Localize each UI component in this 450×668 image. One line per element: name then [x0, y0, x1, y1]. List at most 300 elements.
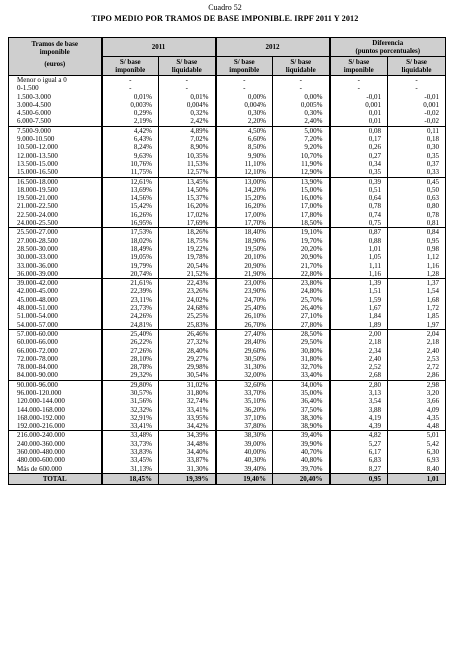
- cell-tramo: 360.000-480.000: [9, 448, 102, 456]
- cell-imp-2012: 2,20%: [216, 117, 273, 126]
- cell-imp-2012: 6,60%: [216, 135, 273, 143]
- cell-diff-imp: 0,26: [330, 143, 388, 151]
- tramos-header-line1: Tramos de base: [31, 40, 79, 48]
- cell-liq-2012: 20,20%: [273, 245, 330, 253]
- table-row: [9, 101, 446, 109]
- cell-imp-2011: 33,45%: [102, 456, 159, 464]
- cell-imp-2012: 20,10%: [216, 253, 273, 261]
- cell-tramo: TOTAL: [9, 473, 102, 484]
- cell-diff-imp: 2,40: [330, 355, 388, 363]
- table-row: [9, 262, 446, 270]
- cell-tramo: 16.500-18.000: [9, 177, 102, 186]
- cell-liq-2012: 32,70%: [273, 363, 330, 371]
- cell-liq-2012: 12,90%: [273, 168, 330, 177]
- cell-imp-2011: 8,24%: [102, 143, 159, 151]
- cell-liq-2011: 17,69%: [159, 219, 216, 228]
- cell-liq-2012: 18,50%: [273, 219, 330, 228]
- cell-diff-liq: 0,18: [388, 135, 446, 143]
- cell-diff-imp: 0,88: [330, 237, 388, 245]
- cell-diff-liq: 1,37: [388, 279, 446, 288]
- cell-liq-2011: 25,25%: [159, 312, 216, 320]
- cell-imp-2012: 8,50%: [216, 143, 273, 151]
- cell-imp-2012: 0,30%: [216, 109, 273, 117]
- cell-imp-2011: 23,11%: [102, 296, 159, 304]
- cell-diff-imp: -: [330, 76, 388, 85]
- cell-diff-liq: 0,81: [388, 219, 446, 228]
- table-row: [9, 253, 446, 261]
- cell-tramo: 96.000-120.000: [9, 389, 102, 397]
- table-row: [9, 329, 446, 338]
- cell-diff-liq: -: [388, 84, 446, 92]
- cell-liq-2012: 38,30%: [273, 414, 330, 422]
- cell-imp-2012: 15,20%: [216, 194, 273, 202]
- cell-imp-2011: 29,32%: [102, 371, 159, 380]
- cell-liq-2011: 18,75%: [159, 237, 216, 245]
- cell-imp-2011: 16,95%: [102, 219, 159, 228]
- cell-diff-liq: 2,72: [388, 363, 446, 371]
- table-row: [9, 406, 446, 414]
- cell-tramo: 66.000-72.000: [9, 347, 102, 355]
- cell-diff-imp: 0,64: [330, 194, 388, 202]
- cell-liq-2012: 39,70%: [273, 465, 330, 474]
- cell-imp-2012: 17,00%: [216, 211, 273, 219]
- cell-liq-2012: 24,80%: [273, 287, 330, 295]
- cell-tramo: Menor o igual a 0: [9, 76, 102, 85]
- cell-diff-liq: 1,12: [388, 253, 446, 261]
- cell-tramo: 18.000-19.500: [9, 186, 102, 194]
- cell-liq-2012: 27,80%: [273, 321, 330, 330]
- cell-liq-2011: 22,43%: [159, 279, 216, 288]
- cell-liq-2012: 30,80%: [273, 347, 330, 355]
- cell-liq-2011: 19,39%: [159, 473, 216, 484]
- table-row: [9, 228, 446, 237]
- cell-liq-2011: 31,30%: [159, 465, 216, 474]
- cell-liq-2011: 13,45%: [159, 177, 216, 186]
- table-row: [9, 93, 446, 101]
- cell-imp-2011: 10,76%: [102, 160, 159, 168]
- cell-liq-2012: 0,005%: [273, 101, 330, 109]
- cell-diff-imp: 0,01: [330, 117, 388, 126]
- cell-liq-2012: 13,90%: [273, 177, 330, 186]
- cell-tramo: 13.500-15.000: [9, 160, 102, 168]
- cell-diff-imp: 0,75: [330, 219, 388, 228]
- cell-liq-2011: 10,35%: [159, 152, 216, 160]
- cell-diff-liq: 3,66: [388, 397, 446, 405]
- cell-liq-2011: 18,26%: [159, 228, 216, 237]
- cell-imp-2011: 24,81%: [102, 321, 159, 330]
- table-row: [9, 312, 446, 320]
- cell-liq-2011: 24,68%: [159, 304, 216, 312]
- cell-imp-2012: 40,30%: [216, 456, 273, 464]
- cell-tramo: 4.500-6.000: [9, 109, 102, 117]
- cell-imp-2011: 22,39%: [102, 287, 159, 295]
- cell-tramo: 22.500-24.000: [9, 211, 102, 219]
- cell-tramo: 120.000-144.000: [9, 397, 102, 405]
- cell-imp-2011: 0,01%: [102, 93, 159, 101]
- cell-liq-2012: 7,20%: [273, 135, 330, 143]
- cell-liq-2012: 11,90%: [273, 160, 330, 168]
- cell-diff-liq: 0,001: [388, 101, 446, 109]
- table-row: [9, 389, 446, 397]
- cell-diff-liq: 2,86: [388, 371, 446, 380]
- cell-liq-2012: 27,10%: [273, 312, 330, 320]
- cell-liq-2011: 24,02%: [159, 296, 216, 304]
- table-row: [9, 296, 446, 304]
- cell-liq-2011: 0,01%: [159, 93, 216, 101]
- cell-imp-2011: 23,73%: [102, 304, 159, 312]
- table-row: [9, 355, 446, 363]
- table-row: [9, 338, 446, 346]
- cell-imp-2011: 4,42%: [102, 126, 159, 135]
- cell-imp-2012: 37,10%: [216, 414, 273, 422]
- cell-liq-2011: 20,54%: [159, 262, 216, 270]
- cell-diff-imp: 1,39: [330, 279, 388, 288]
- table-row: [9, 371, 446, 380]
- cell-tramo: 27.000-28.500: [9, 237, 102, 245]
- cell-tramo: 25.500-27.000: [9, 228, 102, 237]
- cell-liq-2011: 34,42%: [159, 422, 216, 431]
- cell-imp-2012: 24,70%: [216, 296, 273, 304]
- cell-imp-2011: 29,80%: [102, 380, 159, 389]
- cell-diff-liq: 1,85: [388, 312, 446, 320]
- table-row: [9, 270, 446, 279]
- cell-liq-2011: 34,40%: [159, 448, 216, 456]
- cell-liq-2012: -: [273, 84, 330, 92]
- table-row: [9, 456, 446, 464]
- table-row: [9, 279, 446, 288]
- cell-imp-2011: 18,02%: [102, 237, 159, 245]
- cell-diff-imp: 3,88: [330, 406, 388, 414]
- cell-imp-2011: -: [102, 84, 159, 92]
- cell-imp-2012: 23,00%: [216, 279, 273, 288]
- cell-tramo: 78.000-84.000: [9, 363, 102, 371]
- table-body: [9, 76, 446, 485]
- tax-rate-table: [8, 37, 446, 485]
- subheader-line2: liquidable: [285, 66, 316, 74]
- cell-liq-2011: 17,02%: [159, 211, 216, 219]
- cell-liq-2011: 33,41%: [159, 406, 216, 414]
- cell-imp-2011: 32,32%: [102, 406, 159, 414]
- cell-tramo: 168.000-192.000: [9, 414, 102, 422]
- cell-liq-2012: 40,80%: [273, 456, 330, 464]
- cell-imp-2012: 28,40%: [216, 338, 273, 346]
- cell-tramo: 3.000-4.500: [9, 101, 102, 109]
- cell-liq-2011: 26,46%: [159, 329, 216, 338]
- cell-diff-imp: 0,17: [330, 135, 388, 143]
- cell-diff-liq: 2,40: [388, 347, 446, 355]
- subheader-base-imponible: [216, 57, 273, 76]
- cell-imp-2011: 14,56%: [102, 194, 159, 202]
- cell-diff-imp: 0,001: [330, 101, 388, 109]
- cell-diff-liq: 1,01: [388, 473, 446, 484]
- cell-liq-2012: 26,40%: [273, 304, 330, 312]
- cell-imp-2012: 26,10%: [216, 312, 273, 320]
- cell-imp-2011: 31,56%: [102, 397, 159, 405]
- subheader-line1: S/ base: [119, 58, 141, 66]
- table-row: [9, 135, 446, 143]
- cell-diff-imp: 2,52: [330, 363, 388, 371]
- cell-liq-2012: 15,00%: [273, 186, 330, 194]
- cell-imp-2012: 38,30%: [216, 431, 273, 440]
- cell-diff-liq: 0,50: [388, 186, 446, 194]
- cell-liq-2011: 19,22%: [159, 245, 216, 253]
- cell-tramo: 12.000-13.500: [9, 152, 102, 160]
- cell-liq-2012: 22,80%: [273, 270, 330, 279]
- subheader-line1: S/ base: [406, 58, 427, 66]
- cell-tramo: 45.000-48.000: [9, 296, 102, 304]
- cell-diff-liq: 0,11: [388, 126, 446, 135]
- cell-diff-imp: 1,67: [330, 304, 388, 312]
- cell-diff-imp: 2,00: [330, 329, 388, 338]
- cell-imp-2012: 9,90%: [216, 152, 273, 160]
- cell-liq-2012: 39,40%: [273, 431, 330, 440]
- cell-liq-2011: 4,89%: [159, 126, 216, 135]
- cell-liq-2012: 31,80%: [273, 355, 330, 363]
- cell-tramo: 0-1.500: [9, 84, 102, 92]
- cell-diff-imp: 0,39: [330, 177, 388, 186]
- cell-imp-2011: 9,63%: [102, 152, 159, 160]
- cell-imp-2012: 19,40%: [216, 473, 273, 484]
- cell-liq-2012: 40,70%: [273, 448, 330, 456]
- tramos-header-line2: imponible: [39, 48, 70, 56]
- cell-diff-liq: 5,42: [388, 440, 446, 448]
- cell-tramo: 480.000-600.000: [9, 456, 102, 464]
- cell-imp-2012: 14,20%: [216, 186, 273, 194]
- cell-liq-2012: 34,00%: [273, 380, 330, 389]
- cell-imp-2011: -: [102, 76, 159, 85]
- cell-diff-liq: 0,30: [388, 143, 446, 151]
- cell-tramo: 84.000-90.000: [9, 371, 102, 380]
- subheader-line2: imponible: [229, 66, 260, 74]
- subheader-line1: S/ base: [176, 58, 198, 66]
- cell-imp-2011: 25,40%: [102, 329, 159, 338]
- cell-diff-imp: 2,18: [330, 338, 388, 346]
- table-row: [9, 84, 446, 92]
- subheader-base-liquidable: [159, 57, 216, 76]
- cell-imp-2012: 11,10%: [216, 160, 273, 168]
- cell-diff-imp: 0,34: [330, 160, 388, 168]
- year-2012-header: 2012: [216, 38, 330, 57]
- cell-imp-2011: 33,48%: [102, 431, 159, 440]
- subheader-line1: S/ base: [233, 58, 255, 66]
- cell-liq-2011: 34,48%: [159, 440, 216, 448]
- cell-imp-2012: -: [216, 84, 273, 92]
- cell-liq-2011: 31,02%: [159, 380, 216, 389]
- cell-diff-liq: 1,54: [388, 287, 446, 295]
- cell-imp-2011: 15,42%: [102, 202, 159, 210]
- cell-liq-2011: 28,40%: [159, 347, 216, 355]
- table-row: [9, 211, 446, 219]
- cell-imp-2012: 12,10%: [216, 168, 273, 177]
- cell-diff-imp: 1,01: [330, 245, 388, 253]
- cell-liq-2012: 23,80%: [273, 279, 330, 288]
- cell-imp-2012: 19,50%: [216, 245, 273, 253]
- cell-diff-imp: 0,08: [330, 126, 388, 135]
- cell-diff-imp: 0,78: [330, 202, 388, 210]
- cell-imp-2011: 19,05%: [102, 253, 159, 261]
- cell-diff-liq: 6,30: [388, 448, 446, 456]
- cell-diff-imp: 6,17: [330, 448, 388, 456]
- cell-tramo: 21.000-22.500: [9, 202, 102, 210]
- cell-liq-2012: 20,40%: [273, 473, 330, 484]
- table-row: [9, 160, 446, 168]
- cell-diff-imp: 1,16: [330, 270, 388, 279]
- cell-tramo: 36.000-39.000: [9, 270, 102, 279]
- cell-tramo: 33.000-36.000: [9, 262, 102, 270]
- cell-diff-imp: 0,35: [330, 168, 388, 177]
- cell-imp-2011: 20,74%: [102, 270, 159, 279]
- table-row: [9, 152, 446, 160]
- subheader-base-liquidable: [388, 57, 446, 76]
- cell-diff-liq: 2,18: [388, 338, 446, 346]
- subheader-base-liquidable: [273, 57, 330, 76]
- cell-tramo: 19.500-21.000: [9, 194, 102, 202]
- cell-imp-2012: 0,00%: [216, 93, 273, 101]
- cell-liq-2012: 20,90%: [273, 253, 330, 261]
- table-row: [9, 76, 446, 85]
- cell-tramo: 57.000-60.000: [9, 329, 102, 338]
- cell-diff-liq: 2,53: [388, 355, 446, 363]
- cell-liq-2011: 16,20%: [159, 202, 216, 210]
- cell-diff-imp: 2,34: [330, 347, 388, 355]
- cell-imp-2011: 16,26%: [102, 211, 159, 219]
- cell-diff-imp: 1,59: [330, 296, 388, 304]
- cell-diff-imp: 1,89: [330, 321, 388, 330]
- table-title: TIPO MEDIO POR TRAMOS DE BASE IMPONIBLE. IRPF 2011 Y 2012: [91, 14, 359, 23]
- table-row: [9, 219, 446, 228]
- table-row: [9, 347, 446, 355]
- cell-diff-liq: 4,48: [388, 422, 446, 431]
- table-row: [9, 194, 446, 202]
- cell-diff-imp: 0,74: [330, 211, 388, 219]
- cell-liq-2012: 9,20%: [273, 143, 330, 151]
- cell-diff-imp: 3,13: [330, 389, 388, 397]
- cell-imp-2012: 35,10%: [216, 397, 273, 405]
- cell-diff-imp: 5,27: [330, 440, 388, 448]
- cell-liq-2011: 30,54%: [159, 371, 216, 380]
- cell-liq-2011: 7,02%: [159, 135, 216, 143]
- cell-diff-liq: 2,04: [388, 329, 446, 338]
- subheader-line2: imponible: [115, 66, 146, 74]
- cell-tramo: 24.000-25.500: [9, 219, 102, 228]
- cell-imp-2011: 31,13%: [102, 465, 159, 474]
- cell-liq-2011: 31,80%: [159, 389, 216, 397]
- cell-imp-2011: 27,26%: [102, 347, 159, 355]
- cell-diff-liq: -0,01: [388, 93, 446, 101]
- cell-diff-liq: 1,72: [388, 304, 446, 312]
- cell-liq-2011: 32,74%: [159, 397, 216, 405]
- subheader-base-imponible: [102, 57, 159, 76]
- table-row: [9, 202, 446, 210]
- cell-tramo: 54.000-57.000: [9, 321, 102, 330]
- cell-tramo: 10.500-12.000: [9, 143, 102, 151]
- cell-tramo: 15.000-16.500: [9, 168, 102, 177]
- cell-imp-2011: 2,19%: [102, 117, 159, 126]
- cell-diff-imp: 1,84: [330, 312, 388, 320]
- cell-diff-liq: 1,28: [388, 270, 446, 279]
- cell-diff-imp: 1,05: [330, 253, 388, 261]
- cell-tramo: 6.000-7.500: [9, 117, 102, 126]
- cell-liq-2012: 37,50%: [273, 406, 330, 414]
- cell-liq-2012: 0,00%: [273, 93, 330, 101]
- cell-liq-2012: -: [273, 76, 330, 85]
- cell-liq-2011: 0,004%: [159, 101, 216, 109]
- tax-rate-table-container: [8, 37, 445, 485]
- cell-diff-liq: 0,98: [388, 245, 446, 253]
- cell-tramo: 9.000-10.500: [9, 135, 102, 143]
- cell-tramo: 28.500-30.000: [9, 245, 102, 253]
- cell-tramo: 192.000-216.000: [9, 422, 102, 431]
- subheader-base-imponible: [330, 57, 388, 76]
- cell-diff-liq: 1,97: [388, 321, 446, 330]
- cell-liq-2012: 35,00%: [273, 389, 330, 397]
- cell-imp-2012: 27,40%: [216, 329, 273, 338]
- table-row: [9, 109, 446, 117]
- cell-liq-2012: 16,00%: [273, 194, 330, 202]
- cell-liq-2011: 15,37%: [159, 194, 216, 202]
- cell-diff-liq: -0,02: [388, 109, 446, 117]
- cell-tramo: 39.000-42.000: [9, 279, 102, 288]
- table-row: [9, 440, 446, 448]
- table-row: [9, 245, 446, 253]
- cell-tramo: 216.000-240.000: [9, 431, 102, 440]
- subheader-line1: S/ base: [348, 58, 370, 66]
- table-row: [9, 304, 446, 312]
- cell-imp-2011: 0,29%: [102, 109, 159, 117]
- cell-diff-liq: 1,16: [388, 262, 446, 270]
- table-row: [9, 287, 446, 295]
- cell-imp-2011: 12,61%: [102, 177, 159, 186]
- cell-diff-imp: 0,95: [330, 473, 388, 484]
- cell-imp-2012: 0,004%: [216, 101, 273, 109]
- subheader-line1: S/ base: [290, 58, 312, 66]
- table-row: [9, 448, 446, 456]
- cell-imp-2011: 28,10%: [102, 355, 159, 363]
- cell-liq-2011: 12,57%: [159, 168, 216, 177]
- cell-imp-2012: 20,90%: [216, 262, 273, 270]
- cell-diff-imp: 0,27: [330, 152, 388, 160]
- cell-liq-2011: 11,53%: [159, 160, 216, 168]
- cell-diff-liq: 0,63: [388, 194, 446, 202]
- cell-liq-2012: 28,50%: [273, 329, 330, 338]
- cell-diff-imp: 0,87: [330, 228, 388, 237]
- total-row: [9, 473, 446, 484]
- cell-imp-2011: 30,57%: [102, 389, 159, 397]
- table-row: [9, 117, 446, 126]
- cell-imp-2011: 18,49%: [102, 245, 159, 253]
- cell-tramo: 60.000-66.000: [9, 338, 102, 346]
- table-row: [9, 177, 446, 186]
- cell-liq-2011: 34,39%: [159, 431, 216, 440]
- cell-diff-liq: 5,01: [388, 431, 446, 440]
- cell-imp-2012: 4,50%: [216, 126, 273, 135]
- cell-imp-2011: 33,41%: [102, 422, 159, 431]
- cell-imp-2012: 23,90%: [216, 287, 273, 295]
- cell-imp-2012: 18,40%: [216, 228, 273, 237]
- cell-liq-2011: 29,98%: [159, 363, 216, 371]
- cell-imp-2011: 18,45%: [102, 473, 159, 484]
- subheader-line2: imponible: [343, 66, 374, 74]
- cell-imp-2012: 17,70%: [216, 219, 273, 228]
- cell-liq-2012: 36,40%: [273, 397, 330, 405]
- cell-imp-2012: 30,50%: [216, 355, 273, 363]
- table-row: [9, 380, 446, 389]
- cell-diff-imp: -0,01: [330, 93, 388, 101]
- cell-diff-liq: 4,35: [388, 414, 446, 422]
- cell-imp-2012: 21,90%: [216, 270, 273, 279]
- diff-header-line1: Diferencia: [372, 39, 404, 47]
- cell-diff-imp: 0,01: [330, 109, 388, 117]
